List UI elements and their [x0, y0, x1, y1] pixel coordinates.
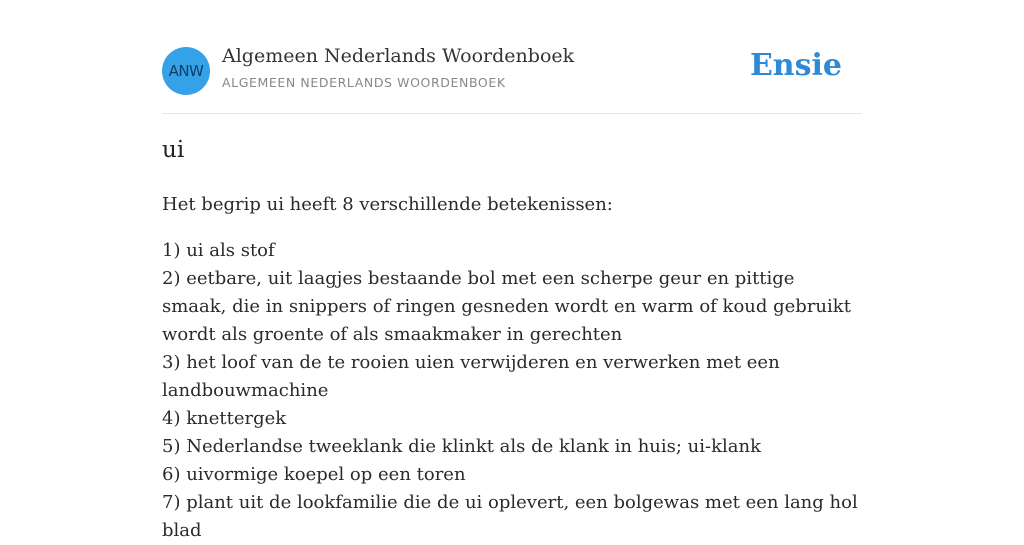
meanings-list [162, 237, 862, 545]
meaning-item: 5) Nederlandse tweeklank die klinkt als de klank in huis; ui-klank [162, 436, 762, 457]
source-title[interactable]: Algemeen Nederlands Woordenboek [222, 45, 575, 67]
meaning-item: 3) het loof van de te rooien uien verwijderen en verwerken met een landbouwmachine [162, 352, 780, 401]
meaning-item: 2) eetbare, uit laagjes bestaande bol met een scherpe geur en pittige smaak, die in snippers of ringen gesneden wordt en warm of koud gebruikt wordt als groente of als smaakmaker in gerechten [162, 268, 851, 345]
meaning-item: 6) uivormige koepel op een toren [162, 464, 466, 485]
page-title: ui [162, 137, 185, 163]
logo-text: ANW [168, 62, 204, 80]
meaning-item: 7) plant uit de lookfamilie die de ui oplevert, een bolgewas met een lang hol blad [162, 492, 858, 541]
source-header [162, 0, 862, 114]
meaning-item: 4) knettergek [162, 408, 287, 429]
intro-text: Het begrip ui heeft 8 verschillende betekenissen: [162, 194, 613, 215]
source-subtitle: ALGEMEEN NEDERLANDS WOORDENBOEK [222, 75, 506, 90]
page-content [162, 0, 862, 541]
brand-logo[interactable]: Ensie [749, 48, 842, 83]
meaning-item: 1) ui als stof [162, 240, 275, 261]
source-logo[interactable] [162, 47, 210, 95]
